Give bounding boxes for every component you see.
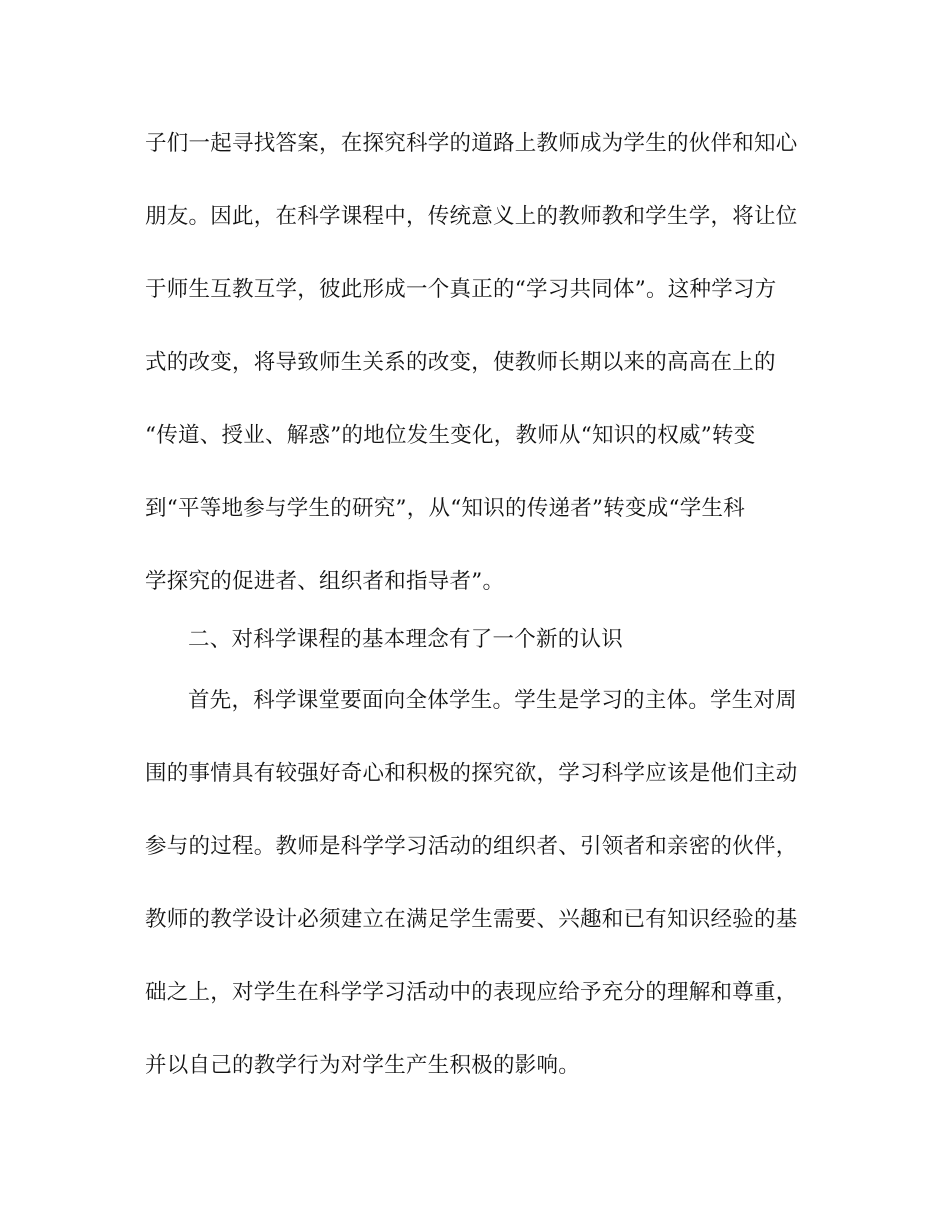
paragraph-line: 参与的过程。教师是科学学习活动的组织者、引领者和亲密的伙伴， xyxy=(145,834,798,859)
paragraph-line: 子们一起寻找答案，在探究科学的道路上教师成为学生的伙伴和知心 xyxy=(145,131,798,156)
paragraph-line: 式的改变，将导致师生关系的改变，使教师长期以来的高高在上的 xyxy=(145,350,776,375)
paragraph-line: 到“平等地参与学生的研究”，从“知识的传递者”转变成“学生科 xyxy=(145,496,745,521)
paragraph-line: “传道、授业、解惑”的地位发生变化，教师从“知识的权威”转变 xyxy=(145,423,756,448)
paragraph-line: 础之上，对学生在科学学习活动中的表现应给予充分的理解和尊重， xyxy=(145,980,798,1005)
paragraph-line: 于师生互教互学，彼此形成一个真正的“学习共同体”。这种学习方 xyxy=(145,277,777,302)
paragraph-line: 并以自己的教学行为对学生产生积极的影响。 xyxy=(145,1053,581,1078)
paragraph-line: 首先，科学课堂要面向全体学生。学生是学习的主体。学生对周 xyxy=(188,688,798,713)
paragraph-line: 学探究的促进者、组织者和指导者”。 xyxy=(145,569,505,594)
section-heading: 二、对科学课程的基本理念有了一个新的认识 xyxy=(188,627,624,652)
paragraph-line: 教师的教学设计必须建立在满足学生需要、兴趣和已有知识经验的基 xyxy=(145,907,798,932)
paragraph-line: 朋友。因此，在科学课程中，传统意义上的教师教和学生学，将让位 xyxy=(145,204,798,229)
paragraph-line: 围的事情具有较强好奇心和积极的探究欲，学习科学应该是他们主动 xyxy=(145,761,798,786)
